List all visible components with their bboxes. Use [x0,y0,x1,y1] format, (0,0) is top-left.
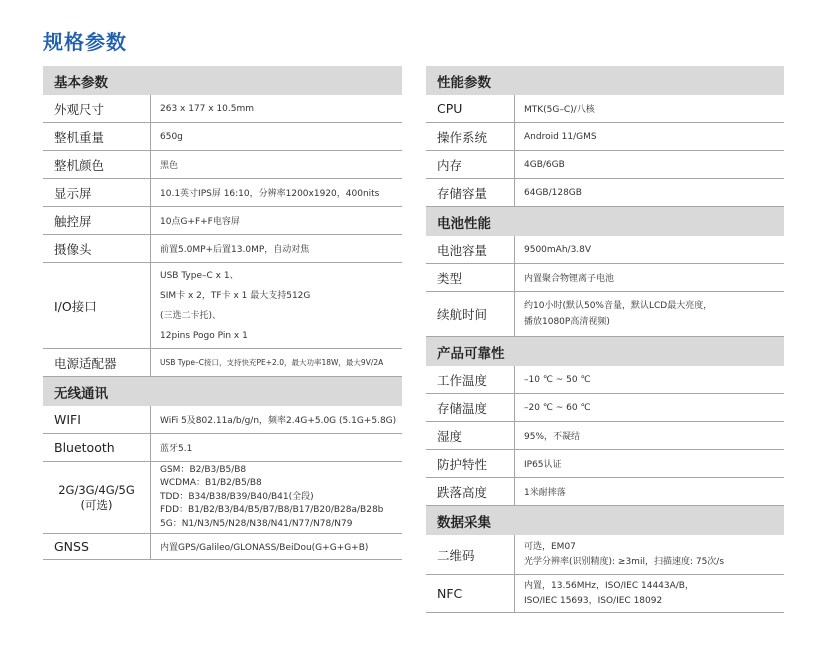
spec-value: Android 11/GMS [524,131,597,142]
spec-key: 摄像头 [43,235,151,262]
spec-value-line: 约10小时(默认50%音量，默认LCD最大亮度， [524,301,713,311]
spec-row-storage-temp [426,394,784,422]
spec-key: 存储温度 [426,394,515,421]
page-title: 规格参数 [43,30,127,54]
spec-row-cpu [426,95,784,123]
spec-row-nfc [426,575,784,613]
spec-value-line: 可选，EM07 [524,541,576,552]
spec-value-line: SIM卡 x 2，TF卡 x 1 最大支持512G [160,290,311,301]
spec-key: Bluetooth [43,434,151,461]
spec-value: 263 x 177 x 10.5mm [160,103,255,114]
spec-row-dimensions [43,95,402,123]
spec-value-line: 播放1080P高清视频) [524,317,610,327]
spec-value [515,575,784,612]
spec-value: 前置5.0MP+后置13.0MP，自动对焦 [160,245,310,255]
spec-key: 湿度 [426,422,515,449]
spec-key: CPU [426,95,515,122]
spec-key: I/O接口 [43,263,151,348]
spec-value [151,263,402,348]
spec-value: –20 ℃ ~ 60 ℃ [524,402,591,413]
section-header-reliability: 产品可靠性 [426,337,784,366]
spec-row-camera [43,235,402,263]
spec-value: 内置GPS/Galileo/GLONASS/BeiDou(G+G+G+B) [160,543,369,553]
spec-row-weight [43,123,402,151]
spec-value: 64GB/128GB [524,187,582,198]
right-column [426,66,784,613]
spec-key: 续航时间 [426,292,515,336]
section-header-performance: 性能参数 [426,66,784,95]
section-header-wireless: 无线通讯 [43,377,402,406]
spec-value [515,535,784,574]
spec-row-display [43,179,402,207]
spec-value-line: WCDMA：B1/B2/B5/B8 [160,478,262,489]
spec-key: 防护特性 [426,450,515,477]
spec-key: 电池容量 [426,236,515,263]
spec-row-bluetooth [43,434,402,462]
spec-value: 10.1英寸IPS屏 16:10，分辨率1200x1920，400nits [160,189,380,199]
spec-value-line: 光学分辨率(识别精度): ≥3mil，扫描速度: 75次/s [524,556,725,567]
spec-value: USB Type–C接口，支持快充PE+2.0，最大功率18W，最大9V/2A [160,358,384,367]
spec-row-operating-temp [426,366,784,394]
spec-key: 整机颜色 [43,151,151,178]
spec-key: 存储容量 [426,179,515,206]
spec-value-line: ISO/IEC 15693，ISO/IEC 18092 [524,595,663,606]
spec-key: 内存 [426,151,515,178]
left-column [43,66,402,560]
spec-value: 内置聚合物锂离子电池 [524,274,615,284]
spec-key: 外观尺寸 [43,95,151,122]
spec-value: 95%，不凝结 [524,432,581,442]
spec-key: 整机重量 [43,123,151,150]
spec-value-line: 12pins Pogo Pin x 1 [160,330,248,341]
spec-key: GNSS [43,534,151,559]
spec-key [43,462,151,533]
spec-row-barcode [426,535,784,575]
spec-row-drop-height [426,478,784,506]
spec-row-protection [426,450,784,478]
spec-value-line: FDD：B1/B2/B3/B4/B5/B7/B8/B17/B20/B28a/B28b [160,505,384,516]
spec-row-gnss [43,534,402,560]
section-header-basic: 基本参数 [43,66,402,95]
spec-value-line: 5G：N1/N3/N5/N28/N38/N41/N77/N78/N79 [160,518,353,529]
spec-value-line: (三选二卡托)、 [160,310,222,321]
spec-key: 触控屏 [43,207,151,234]
spec-key: 电源适配器 [43,349,151,376]
spec-value [515,292,784,336]
spec-value: IP65认证 [524,460,562,470]
spec-row-ram [426,151,784,179]
spec-value-line: TDD：B34/B38/B39/B40/B41(全段) [160,491,314,502]
spec-row-io [43,263,402,349]
spec-value: 蓝牙5.1 [160,444,193,454]
spec-row-os [426,123,784,151]
spec-value: 650g [160,131,183,142]
spec-value: –10 ℃ ~ 50 ℃ [524,374,591,385]
spec-row-color [43,151,402,179]
spec-value: WiFi 5及802.11a/b/g/n，频率2.4G+5.0G (5.1G+5.8G) [160,416,397,426]
section-header-capture: 数据采集 [426,506,784,535]
spec-value [151,462,402,533]
spec-key: 二维码 [426,535,515,574]
spec-value: 10点G+F+F电容屏 [160,217,240,227]
spec-value-line: GSM：B2/B3/B5/B8 [160,464,247,475]
spec-value-line: USB Type–C x 1、 [160,270,239,281]
spec-value: 4GB/6GB [524,159,565,170]
spec-value: 1米耐摔落 [524,488,566,498]
spec-row-adapter [43,349,402,377]
spec-value: 黑色 [160,161,179,171]
spec-key: NFC [426,575,515,612]
spec-row-cellular [43,462,402,534]
spec-row-battery-life [426,292,784,337]
spec-value-line: 内置，13.56MHz，ISO/IEC 14443A/B， [524,580,694,591]
spec-row-battery-type [426,264,784,292]
spec-value: 9500mAh/3.8V [524,244,592,255]
spec-key-line: 2G/3G/4G/5G [58,482,135,497]
spec-row-storage [426,179,784,207]
spec-key: WIFI [43,406,151,433]
spec-key: 工作温度 [426,366,515,393]
spec-key-line: (可选) [80,497,113,512]
spec-row-humidity [426,422,784,450]
spec-value: MTK(5G–C)/八核 [524,105,595,115]
spec-key: 跌落高度 [426,478,515,505]
spec-key: 类型 [426,264,515,291]
spec-row-wifi [43,406,402,434]
spec-key: 显示屏 [43,179,151,206]
spec-key: 操作系统 [426,123,515,150]
section-header-battery: 电池性能 [426,207,784,236]
spec-row-touch [43,207,402,235]
spec-row-battery-capacity [426,236,784,264]
